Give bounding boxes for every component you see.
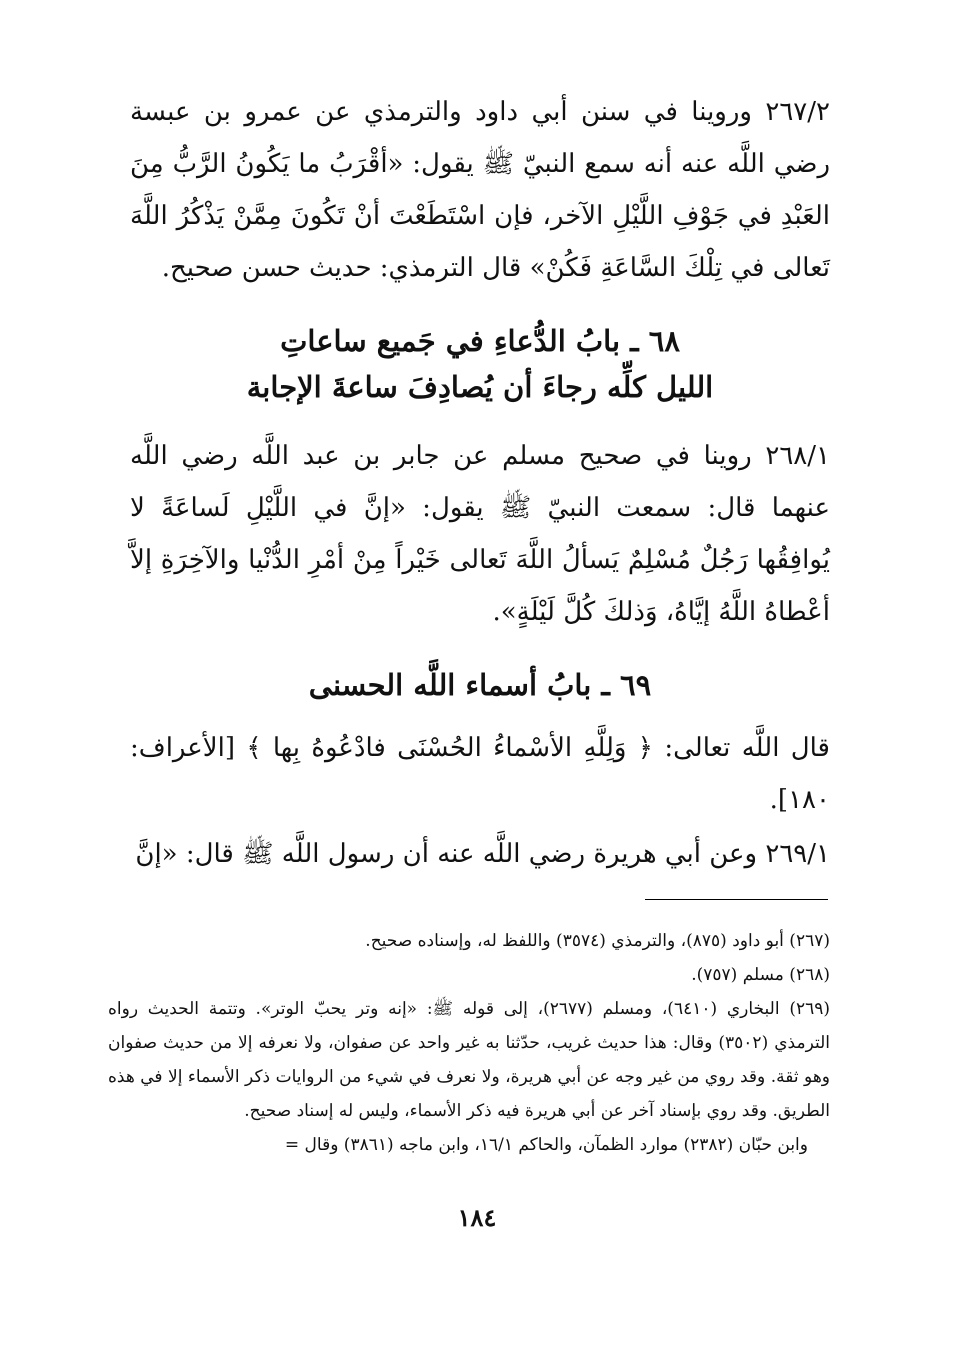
quran-quote-paragraph: قال اللَّه تعالى: ﴿ وَلِلَّهِ الأسْماءُ الحُسْنَى فادْعُوهُ بِها ﴾ [الأعراف: ١٨٠]. [130, 733, 830, 815]
hadith-paragraph-269: ٢٦٩/١ وعن أبي هريرة رضي اللَّه عنه أن رسول اللَّه ﷺ قال: «إنَّ [135, 839, 830, 869]
footnote-269: (٢٦٩) البخاري (٦٤١٠)، ومسلم (٢٦٧٧)، إلى قوله ﷺ: «إنه وتر يحبّ الوتر». وتتمة الحديث رواه الترمذي (٣٥٠٢) وقال: هذا حديث غريب، حدّثنا به غير واحد عن صفوان، ولا نعرفه إلا من حديث صفوان وهو ثقة. وقد روي من غير وجه عن أبي هريرة، ولا نعرف في شيء من الروايات ذكر الأسماء إلا في هذه الطريق. وقد روي بإسناد آخر عن أبي هريرة فيه ذكر الأسماء، وليس له إسناد صحيح. [108, 999, 831, 1121]
footnote-269-continuation: وابن حبّان (٢٣٨٢) موارد الظمآن، والحاكم ١٦/١، وابن ماجه (٣٨٦١) وقال = [284, 1135, 808, 1155]
footnote-separator [645, 899, 828, 900]
chapter-heading-68 [130, 318, 830, 410]
hadith-paragraph-267: ٢٦٧/٢ وروينا في سنن أبي داود والترمذي عن عمرو بن عبسة رضي اللَّه عنه أنه سمع النبيّ ﷺ يقول: «أقْرَبُ ما يَكُونُ الرَّبُّ مِنَ العَبْدِ في جَوْفِ اللَّيْلِ الآخر، فإن اسْتَطَعْتَ أنْ تَكُونَ مِمَّنْ يَذْكُرُ اللَّهَ تَعالى في تِلْكَ السَّاعَةِ فَكُنْ» قال الترمذي: حديث حسن صحيح. [130, 97, 830, 283]
page-number: ١٨٤ [457, 1203, 497, 1232]
footnote-268: (٢٦٨) مسلم (٧٥٧). [691, 965, 830, 985]
chapter-heading-68-line1: ٦٨ ـ بابُ الدُّعاءِ في جَميع ساعاتِ [280, 324, 680, 358]
chapter-heading-69: ٦٩ ـ بابُ أسماء اللَّه الحسنى [308, 668, 652, 702]
footnote-267: (٢٦٧) أبو داود (٨٧٥)، والترمذي (٣٥٧٤) واللفظ له، وإسناده صحيح. [365, 931, 830, 951]
chapter-heading-68-line2: الليل كلِّه رجاءَ أن يُصادِفَ ساعةَ الإجابة [246, 370, 714, 404]
hadith-paragraph-268: ٢٦٨/١ روينا في صحيح مسلم عن جابر بن عبد اللَّه رضي اللَّه عنهما قال: سمعت النبيّ ﷺ يقول: «إنَّ في اللَّيْلِ لَساعَةً لا يُوافِقُها رَجُلٌ مُسْلِمٌ يَسألُ اللَّهَ تَعالى خَيْراً مِنْ أمْرِ الدُّنْيا والآخِرَةِ إلاَّ أعْطاهُ اللَّهُ إيَّاهُ، وَذلكَ كُلَّ لَيْلَةٍ». [130, 441, 830, 627]
footnotes-section [108, 924, 830, 1162]
